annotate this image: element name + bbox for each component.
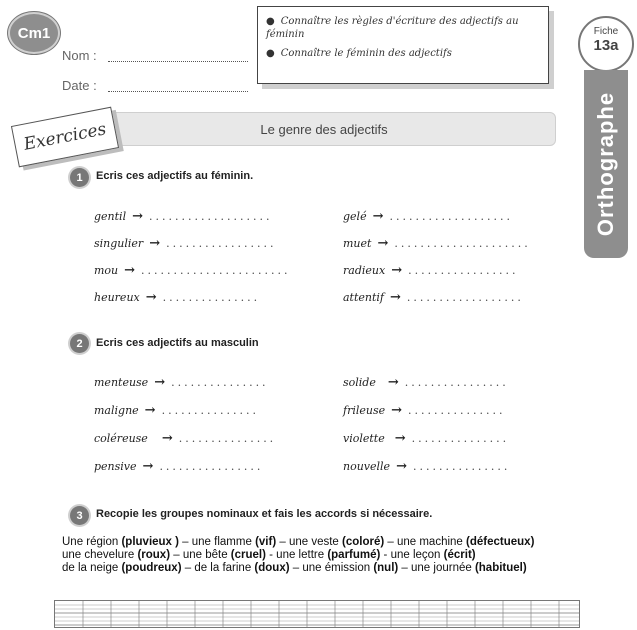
sentence-text: – une émission (289, 562, 374, 574)
fiche-badge (578, 16, 634, 72)
section-title: Le genre des adjectifs (92, 112, 556, 146)
answer-blank[interactable]: ................... (149, 210, 273, 223)
exercise-3-instruction: Recopie les groupes nominaux et fais les accords si nécessaire. (96, 508, 433, 520)
arrow-icon: → (372, 209, 384, 224)
arrow-icon: → (149, 236, 161, 251)
sentence-text: – une flamme (178, 536, 256, 548)
answer-blank[interactable]: ................ (404, 375, 509, 389)
answer-blank[interactable]: ............... (171, 375, 269, 389)
exercise-2-right-column (343, 368, 510, 480)
exercise-1-left-column (94, 203, 290, 311)
name-field[interactable] (108, 61, 248, 62)
sentence-text: – une journée (398, 562, 475, 574)
sentence-line (62, 549, 534, 562)
word: coléreuse (94, 431, 148, 445)
adjective-to-agree: (poudreux) (121, 562, 182, 574)
answer-blank[interactable]: .................. (406, 291, 524, 304)
word: nouvelle (343, 459, 391, 473)
arrow-icon: → (391, 402, 403, 418)
arrow-icon: → (390, 290, 401, 305)
exercise-row (94, 396, 276, 424)
answer-blank[interactable]: ................... (389, 210, 513, 223)
arrow-icon: → (161, 430, 173, 446)
sentence-text: – une bête (170, 549, 231, 561)
sentence-text: – de la farine (181, 562, 255, 574)
exercices-badge: Exercices (11, 107, 119, 168)
arrow-icon: → (394, 430, 406, 446)
adjective-to-agree: (roux) (137, 549, 171, 561)
writing-grid-lines (55, 601, 579, 627)
arrow-icon: → (154, 374, 166, 390)
exercise-row (94, 424, 276, 452)
arrow-icon: → (124, 263, 136, 278)
word: menteuse (94, 375, 149, 389)
exercise-row (343, 284, 531, 311)
word: singulier (94, 237, 144, 250)
adjective-to-agree: (nul) (373, 562, 399, 574)
subject-label: Orthographe (593, 91, 619, 237)
answer-blank[interactable]: ..................... (394, 237, 531, 250)
exercise-row (343, 203, 531, 230)
adjective-to-agree: (cruel) (230, 549, 266, 561)
exercise-row (343, 368, 510, 396)
fiche-label: Fiche (593, 26, 619, 37)
sentence-text: de la neige (62, 562, 122, 574)
answer-blank[interactable]: ............... (408, 403, 506, 417)
exercise-row (94, 257, 290, 284)
arrow-icon: → (142, 458, 154, 474)
word: attentif (343, 291, 385, 304)
exercise-2-number: 2 (70, 334, 89, 353)
exercise-row (343, 257, 531, 284)
sentence-text: Une région (62, 536, 122, 548)
arrow-icon: → (145, 290, 157, 305)
sentence-line (62, 562, 534, 575)
word: violette (343, 431, 385, 445)
adjective-to-agree: (vif) (255, 536, 277, 548)
objective-item: ● Connaître le féminin des adjectifs (266, 48, 452, 59)
word: gentil (94, 210, 127, 223)
word: heureux (94, 291, 140, 304)
exercise-row (94, 230, 290, 257)
exercise-1-instruction: Ecris ces adjectifs au féminin. (96, 170, 254, 182)
sentence-text: – une veste (276, 536, 343, 548)
answer-blank[interactable]: ................. (166, 237, 277, 250)
sentence-text: – une machine (384, 536, 467, 548)
arrow-icon: → (387, 374, 399, 390)
answer-blank[interactable]: ............... (178, 431, 277, 445)
answer-blank[interactable]: ............... (162, 291, 261, 304)
arrow-icon: → (377, 236, 389, 251)
answer-blank[interactable]: ............... (161, 403, 260, 417)
arrow-icon: → (396, 458, 407, 474)
exercise-row (94, 368, 276, 396)
exercise-row (343, 396, 510, 424)
writing-grid[interactable] (54, 600, 580, 628)
word: radieux (343, 264, 386, 277)
date-field[interactable] (108, 91, 248, 92)
adjective-to-agree: (parfumé) (327, 549, 381, 561)
adjective-to-agree: (habituel) (474, 562, 527, 574)
arrow-icon: → (144, 402, 156, 418)
arrow-icon: → (132, 209, 143, 224)
exercise-row (343, 452, 510, 480)
fiche-number: 13a (593, 37, 619, 54)
answer-blank[interactable]: ................. (408, 264, 519, 277)
subject-tab-label-wrap (584, 70, 628, 258)
name-label: Nom : (62, 48, 97, 63)
sentence-text: - une lettre (265, 549, 328, 561)
word: maligne (94, 403, 139, 417)
word: gelé (343, 210, 367, 223)
exercise-row (94, 203, 290, 230)
exercise-2-left-column (94, 368, 276, 480)
word: mou (94, 264, 119, 277)
exercise-row (343, 424, 510, 452)
objectives-box (257, 6, 549, 84)
exercise-1-number: 1 (70, 168, 89, 187)
exercise-3-sentences (62, 536, 534, 575)
level-badge: Cm1 (8, 12, 60, 54)
exercise-2-instruction: Ecris ces adjectifs au masculin (96, 337, 259, 349)
word: solide (343, 375, 376, 389)
sentence-line (62, 536, 534, 549)
adjective-to-agree: (défectueux) (466, 536, 535, 548)
adjective-to-agree: (coloré) (342, 536, 385, 548)
adjective-to-agree: (écrit) (443, 549, 476, 561)
date-label: Date : (62, 78, 97, 93)
adjective-to-agree: (pluvieux ) (121, 536, 179, 548)
sentence-text: une chevelure (62, 549, 138, 561)
word: muet (343, 237, 372, 250)
exercise-row (343, 230, 531, 257)
arrow-icon: → (391, 263, 403, 278)
word: frileuse (343, 403, 386, 417)
answer-blank[interactable]: ............... (412, 459, 511, 473)
adjective-to-agree: (doux) (254, 562, 290, 574)
answer-blank[interactable]: ................ (159, 459, 264, 473)
answer-blank[interactable]: ....................... (141, 264, 291, 277)
sentence-text: - une leçon (380, 549, 444, 561)
answer-blank[interactable]: ............... (411, 431, 510, 445)
word: pensive (94, 459, 137, 473)
exercise-3-number: 3 (70, 506, 89, 525)
exercise-row (94, 452, 276, 480)
exercise-row (94, 284, 290, 311)
objective-item: ● Connaître les règles d'écriture des adjectifs au féminin (266, 16, 519, 40)
exercise-1-right-column (343, 203, 531, 311)
